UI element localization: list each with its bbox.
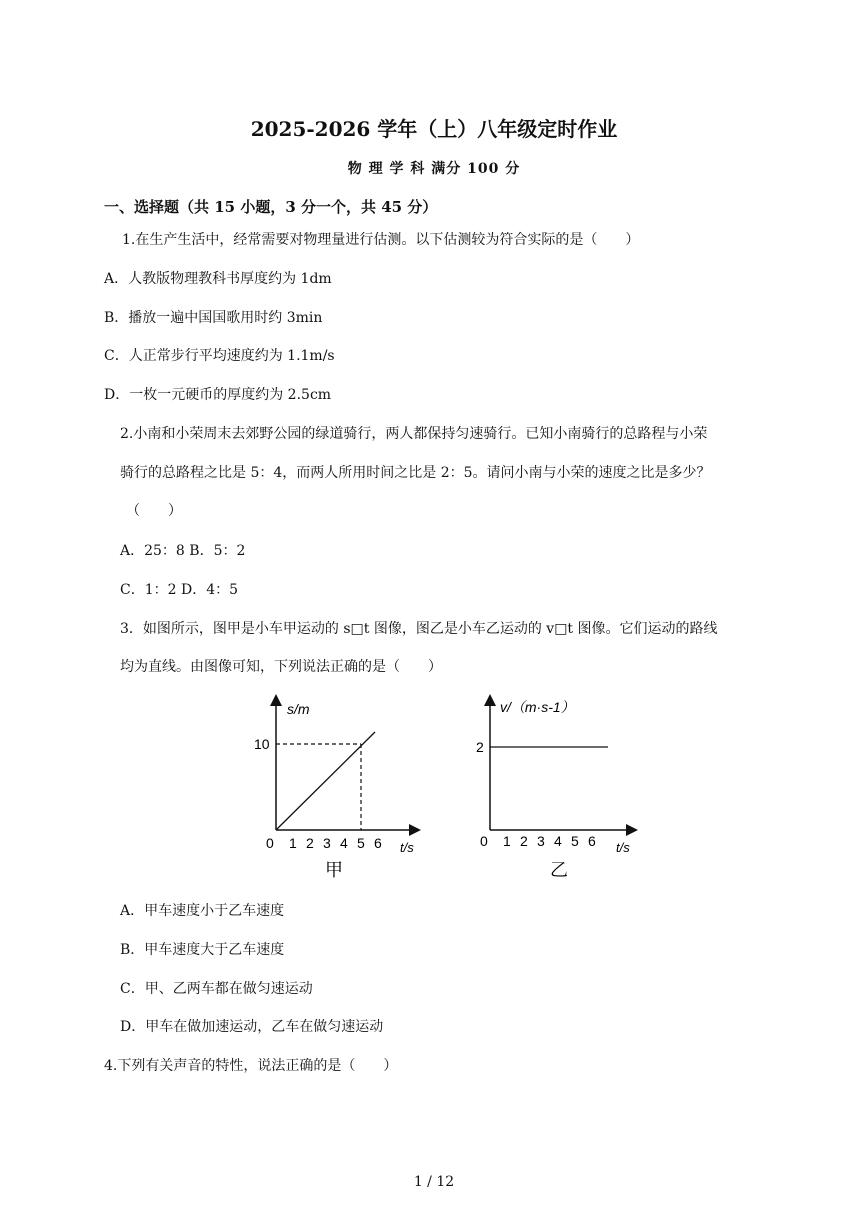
q3-stem-line1: 3．如图所示，图甲是小车甲运动的 s□t 图像，图乙是小车乙运动的 v□t 图像。它们运动的路线 [120,621,718,637]
graph-jia-xtick: 1 [289,835,297,851]
q2-stem-line1: 2.小南和小荣周末去郊野公园的绿道骑行，两人都保持匀速骑行。已知小南骑行的总路程与小荣 [120,426,708,442]
graph-yi-ylabel: v/（m·s-1） [500,699,575,715]
graph-yi-origin: 0 [480,833,488,849]
q3-option-a: A．甲车速度小于乙车速度 [120,903,285,919]
q1-option-a: A．人教版物理教科书厚度约为 1dm [104,271,332,287]
q4-stem: 4.下列有关声音的特性，说法正确的是（ ） [104,1058,398,1074]
graph-yi-xtick: 6 [588,833,596,849]
q3-option-b: B．甲车速度大于乙车速度 [120,942,285,958]
page-title: 2025-2026 学年（上）八年级定时作业 [250,117,618,141]
graph-jia-xtick: 3 [323,835,331,851]
q2-options-row2: C．1：2 D．4：5 [120,582,239,598]
q2-options-row1: A．25：8 B．5：2 [120,543,246,559]
graph-jia-xtick: 4 [340,835,348,851]
graph-jia-xlabel: t/s [400,840,414,855]
graph-yi-xticks [503,833,596,849]
graph-yi-ytick: 2 [476,739,484,755]
q1-option-c: C．人正常步行平均速度约为 1.1m/s [104,348,335,364]
q1-option-d: D．一枚一元硬币的厚度约为 2.5cm [104,387,332,403]
page-subtitle: 物 理 学 科 满分 100 分 [347,161,521,177]
q2-answer-blank: （ ） [126,503,182,519]
q3-option-d: D．甲车在做加速运动，乙车在做匀速运动 [120,1019,384,1035]
graph-yi-caption: 乙 [550,860,568,880]
q2-stem-line2: 骑行的总路程之比是 5：4，而两人所用时间之比是 2：5。请问小南与小荣的速度之比是多少？ [120,465,711,481]
q1-option-b: B．播放一遍中国国歌用时约 3min [104,310,323,326]
graph-yi-xtick: 3 [537,833,545,849]
q3-option-c: C．甲、乙两车都在做匀速运动 [120,981,313,997]
graph-yi-xtick: 2 [520,833,528,849]
graph-yi-xtick: 4 [554,833,562,849]
graph-jia-ylabel: s/m [287,701,310,717]
section-heading: 一、选择题（共 15 小题，3 分一个，共 45 分） [104,198,438,216]
graph-jia-ytick: 10 [254,736,270,752]
graph-jia-xtick: 5 [357,835,365,851]
graph-yi-xtick: 5 [571,833,579,849]
graph-yi-xlabel: t/s [616,840,630,855]
q1-stem: 1.在生产生活中，经常需要对物理量进行估测。以下估测较为符合实际的是（ ） [122,232,640,248]
graph-jia-xtick: 6 [374,835,382,851]
graph-yi [460,690,650,880]
graph-jia-xtick: 2 [306,835,314,851]
graph-jia [245,690,435,880]
graph-yi-xtick: 1 [503,833,511,849]
graph-jia-line [276,732,375,830]
graph-jia-origin: 0 [266,835,274,851]
page-number: 1 / 12 [413,1174,455,1190]
graph-jia-caption: 甲 [325,860,343,880]
q3-stem-line2: 均为直线。由图像可知，下列说法正确的是（ ） [120,659,442,675]
graph-jia-xticks [289,835,382,851]
